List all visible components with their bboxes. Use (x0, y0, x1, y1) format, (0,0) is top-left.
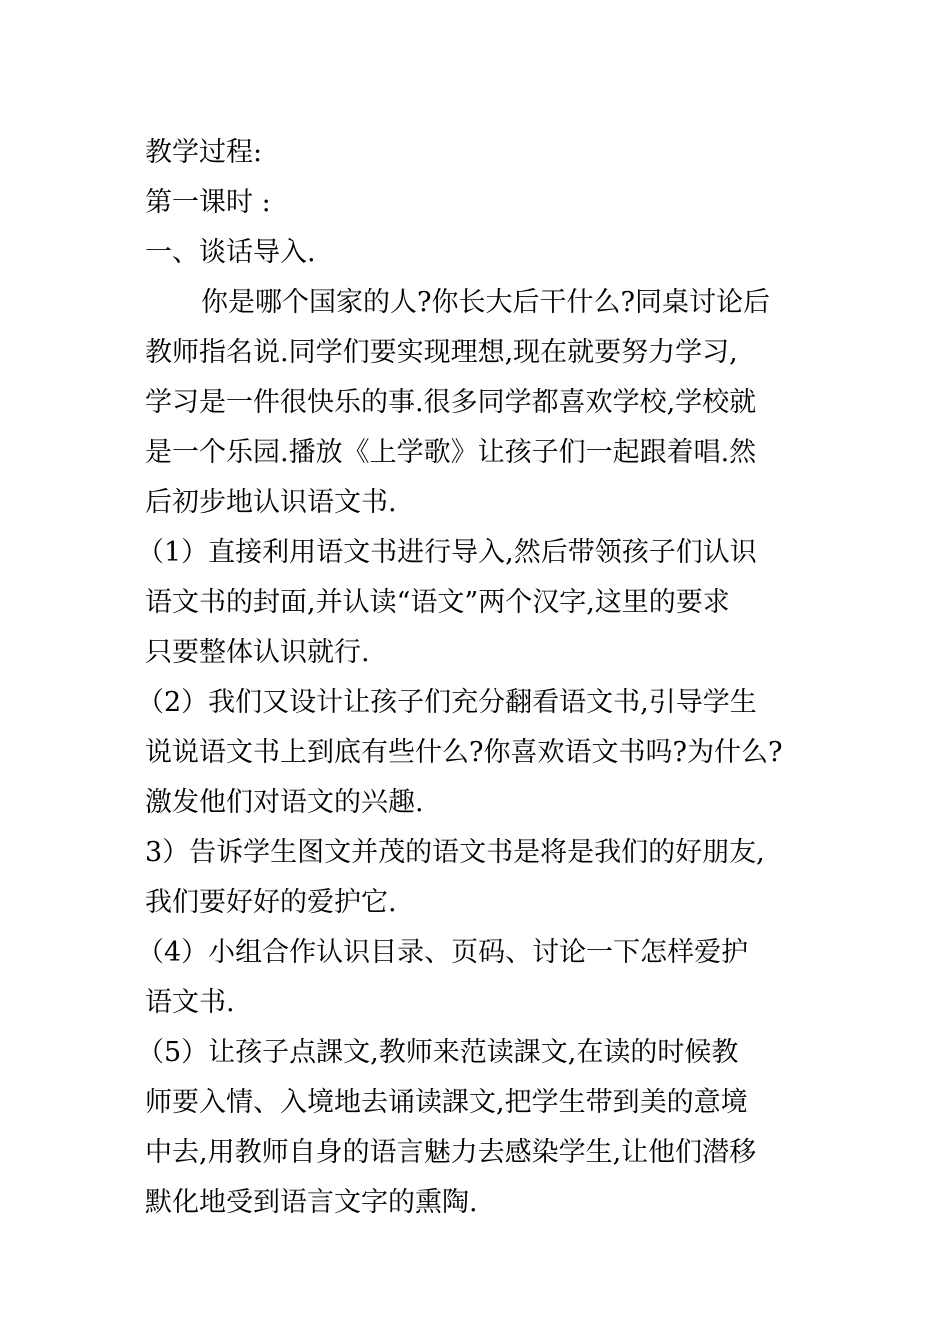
paragraph-line: 3）告诉学生图文并茂的语文书是将是我们的好朋友, (145, 837, 765, 868)
paragraph-line: 语文书的封面,并认读“语文”两个汉字,这里的要求 (145, 587, 730, 618)
paragraph-line: （2）我们又设计让孩子们充分翻看语文书,引导学生 (137, 687, 757, 718)
list-item-5 (137, 1028, 815, 1228)
list-item-4 (137, 928, 815, 1028)
paragraph-line: 只要整体认识就行. (145, 637, 370, 668)
section-title: 一、谈话导入. (145, 237, 316, 268)
paragraph-line: 学习是一件很快乐的事.很多同学都喜欢学校,学校就 (145, 387, 757, 418)
paragraph-line: 后初步地认识语文书. (145, 487, 397, 518)
paragraph-intro (145, 278, 815, 528)
paragraph-line: 语文书. (145, 987, 235, 1018)
paragraph-line: （1）直接利用语文书进行导入,然后带领孩子们认识 (137, 537, 757, 568)
paragraph-line: 教师指名说.同学们要实现理想,现在就要努力学习, (145, 337, 738, 368)
paragraph-line: 默化地受到语言文字的熏陶. (145, 1187, 478, 1218)
list-item-3 (145, 828, 815, 928)
paragraph-line: 中去,用教师自身的语言魅力去感染学生,让他们潜移 (145, 1137, 757, 1168)
lesson-title: 第一课时 : (145, 187, 271, 218)
paragraph-line: 是一个乐园.播放《上学歌》让孩子们一起跟着唱.然 (145, 437, 757, 468)
paragraph-line: 说说语文书上到底有些什么?你喜欢语文书吗?为什么? (145, 737, 783, 768)
list-item-2 (137, 678, 815, 828)
paragraph-line: 我们要好好的爱护它. (145, 887, 397, 918)
paragraph-line: 激发他们对语文的兴趣. (145, 787, 424, 818)
paragraph-line: （5）让孩子点課文,教师来范读課文,在读的时候教 (137, 1037, 739, 1068)
heading: 教学过程: (145, 137, 263, 168)
list-item-1 (137, 528, 815, 678)
document-body (137, 128, 815, 1228)
paragraph-line: 你是哪个国家的人?你长大后干什么?同桌讨论后 (201, 287, 770, 318)
paragraph-line: 师要入情、入境地去诵读課文,把学生带到美的意境 (145, 1087, 748, 1118)
paragraph-line: （4）小组合作认识目录、页码、讨论一下怎样爱护 (137, 937, 749, 968)
